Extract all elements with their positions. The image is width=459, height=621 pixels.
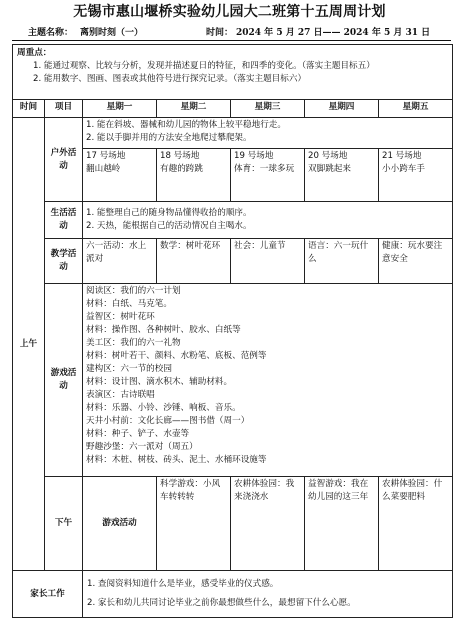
games-line-8: 材料：设计图、滴水积木、辅助材料。 (86, 377, 233, 387)
afternoon-games-label: 游戏活动 (83, 477, 157, 571)
outdoor-day-5 (379, 149, 453, 202)
afternoon-row (13, 477, 453, 571)
teaching-day-2: 数学：树叶花环 (157, 239, 231, 284)
outdoor-day-2 (157, 149, 231, 202)
header-day-5: 星期五 (379, 100, 453, 118)
parents-label: 家长工作 (13, 571, 83, 618)
focus-cell (13, 45, 453, 100)
outdoor-goals-row (13, 118, 453, 149)
teaching-row (13, 239, 453, 284)
games-label: 游戏活动 (45, 284, 83, 477)
plan-table (12, 44, 453, 618)
outdoor-goal-2: 2. 能以手脚并用的方法安全地爬过攀爬架。 (86, 133, 252, 143)
outdoor-day-5-field: 21 号场地 (382, 151, 422, 161)
outdoor-day-4-activity: 双脚跳起来 (308, 164, 351, 174)
header-time: 时间 (13, 100, 45, 118)
games-cell (83, 284, 453, 477)
focus-item-1: 1. 能通过观察、比较与分析，发现并描述夏日的特征，和四季的变化。（落实主题目标五） (33, 61, 375, 71)
afternoon-day-2: 农耕体验园：我来浇浇水 (231, 477, 305, 571)
page-title: 无锡市惠山堰桥实验幼儿园大二班第十五周周计划 (73, 4, 386, 20)
morning-label: 上午 (13, 118, 45, 571)
time-label: 时间： (206, 28, 234, 38)
parents-item-1: 1. 查阅资料知道什么是毕业，感受毕业的仪式感。 (87, 579, 279, 589)
outdoor-goals-cell (83, 118, 453, 149)
outdoor-day-3 (231, 149, 305, 202)
games-line-13: 野趣沙堡：六一派对（周五） (86, 442, 198, 452)
games-line-10: 材料：乐器、小铃、沙锤、响板、音乐。 (86, 403, 241, 413)
header-day-1: 星期一 (83, 100, 157, 118)
theme-value: 离别时刻（一） (80, 28, 144, 38)
header-day-2: 星期二 (157, 100, 231, 118)
teaching-day-5: 健康：玩水要注意安全 (379, 239, 453, 284)
parents-cell (83, 571, 453, 618)
games-line-6: 材料：树叶若干、颜料、水粉笔、底板、范例等 (86, 351, 267, 361)
games-line-5: 美工区：我们的六一礼物 (86, 338, 181, 348)
games-line-3: 益智区：树叶花环 (86, 312, 155, 322)
time-value: 2024 年 5 月 27 日—— 2024 年 5 月 31 日 (236, 28, 431, 38)
life-item-2: 2. 天热，能根据自己的活动情况自主喝水。 (86, 221, 252, 231)
focus-title: 周重点： (17, 48, 52, 58)
life-cell (83, 202, 453, 239)
afternoon-label: 下午 (45, 477, 83, 571)
games-line-4: 材料：操作图、各种树叶、胶水、白纸等 (86, 325, 241, 335)
teaching-day-1: 六一活动：水上派对 (83, 239, 157, 284)
outdoor-day-1-activity: 翻山越岭 (86, 164, 121, 174)
outdoor-day-1-field: 17 号场地 (86, 151, 126, 161)
focus-row (13, 45, 453, 100)
parents-item-2: 2. 家长和幼儿共同讨论毕业之前你最想做些什么，最想留下什么心愿。 (87, 598, 356, 608)
outdoor-day-1 (83, 149, 157, 202)
header-row (13, 100, 453, 118)
outdoor-day-3-field: 19 号场地 (234, 151, 274, 161)
life-label: 生活活动 (45, 202, 83, 239)
life-item-1: 1. 能整理自己的随身物品懂得收拾的顺序。 (86, 208, 252, 218)
header-day-3: 星期三 (231, 100, 305, 118)
games-row (13, 284, 453, 477)
games-line-1: 阅读区：我们的六一计划 (86, 286, 181, 296)
afternoon-day-4: 农耕体验园：什么菜要肥料 (379, 477, 453, 571)
header-day-4: 星期四 (305, 100, 379, 118)
outdoor-day-4-field: 20 号场地 (308, 151, 348, 161)
header-item: 项目 (45, 100, 83, 118)
outdoor-day-5-activity: 小小跨车手 (382, 164, 425, 174)
theme-label: 主题名称： (28, 28, 74, 38)
teaching-day-3: 社会：儿童节 (231, 239, 305, 284)
life-row (13, 202, 453, 239)
games-line-11: 天井小村前：文化长廊——图书借（周一） (86, 416, 250, 426)
afternoon-day-3: 益智游戏：我在幼儿园的这三年 (305, 477, 379, 571)
games-line-7: 建构区：六一节的校园 (86, 364, 172, 374)
parents-row (13, 571, 453, 618)
games-line-12: 材料：种子、铲子、水壶等 (86, 429, 190, 439)
focus-item-2: 2. 能用数字、图画、图表或其他符号进行探究记录。（落实主题目标六） (33, 74, 307, 84)
games-line-14: 材料：木桩、树枝、砖头、泥土、水桶环设施等 (86, 455, 267, 465)
outdoor-goal-1: 1. 能在斜坡、器械和幼儿园的物体上较平稳地行走。 (86, 120, 286, 130)
outdoor-day-4 (305, 149, 379, 202)
games-line-9: 表演区：古诗联唱 (86, 390, 155, 400)
outdoor-day-3-activity: 体育：一球多玩 (234, 164, 295, 174)
outdoor-day-2-field: 18 号场地 (160, 151, 200, 161)
outdoor-day-2-activity: 有趣的跨跳 (160, 164, 203, 174)
meta-divider (12, 40, 451, 41)
meta-row (0, 26, 459, 40)
afternoon-day-1: 科学游戏：小风车转转转 (157, 477, 231, 571)
games-line-2: 材料：白纸、马克笔。 (86, 299, 172, 309)
outdoor-label: 户外活动 (45, 118, 83, 202)
teaching-day-4: 语言：六一玩什么 (305, 239, 379, 284)
teaching-label: 教学活动 (45, 239, 83, 284)
